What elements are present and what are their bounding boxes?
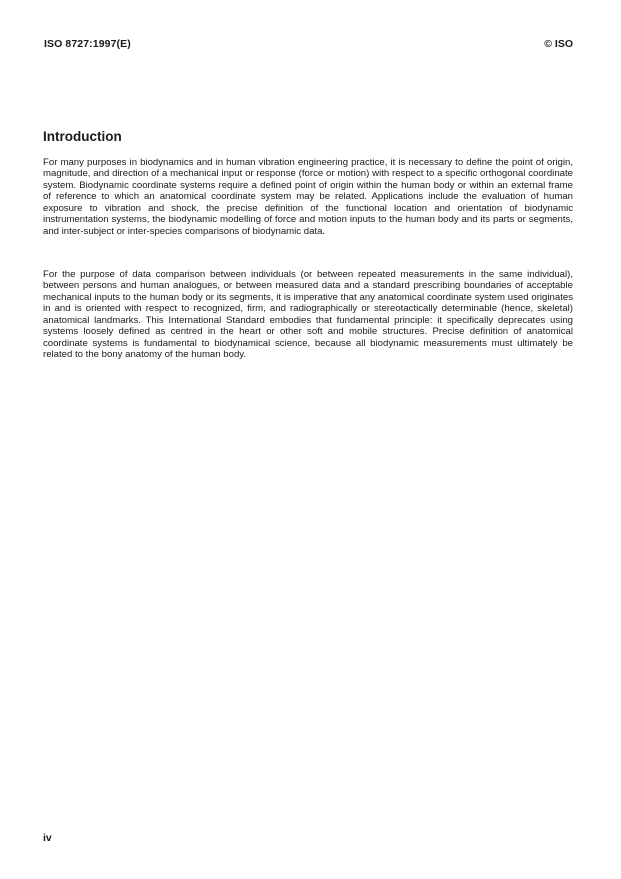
standard-id: ISO 8727:1997(E) — [44, 38, 131, 50]
paragraph-2: For the purpose of data comparison between individuals (or between repeated measurements in the same individual), between persons and human analogues, or between measured data and a standard prescribing boundaries of acceptable mechanical inputs to the human body or its segments, it is imperative that any anatomical coordinate system used originates in and is oriented with respect to recognized, firm, and radiographically or stereotactically determinable (hence, skeletal) anatomical landmarks. This International Standard embodies that fundamental principle: it specifically deprecates using systems loosely defined as centred in the heart or other soft and mobile structures. Precise definition of anatomical coordinate systems is fundamental to biodynamical science, because all biodynamic measurements must ultimately be related to the bony anatomy of the human body. — [43, 269, 573, 361]
paragraph-1: For many purposes in biodynamics and in human vibration engineering practice, it is necessary to define the point of origin, magnitude, and direction of a mechanical input or response (force or motion) with respect to a specific orthogonal coordinate system. Biodynamic coordinate systems require a defined point of origin within the human body or within an external frame of reference to which an anatomical coordinate system may be related. Applications include the evaluation of human exposure to vibration and shock, the precise definition of the functional location and orientation of biodynamic instrumentation systems, the biodynamic modelling of force and motion inputs to the human body and its parts or segments, and inter-subject or inter-species comparisons of biodynamic data. — [43, 157, 573, 237]
section-title: Introduction — [43, 129, 122, 144]
copyright-notice: © ISO — [544, 38, 573, 50]
page-number: iv — [43, 832, 52, 844]
